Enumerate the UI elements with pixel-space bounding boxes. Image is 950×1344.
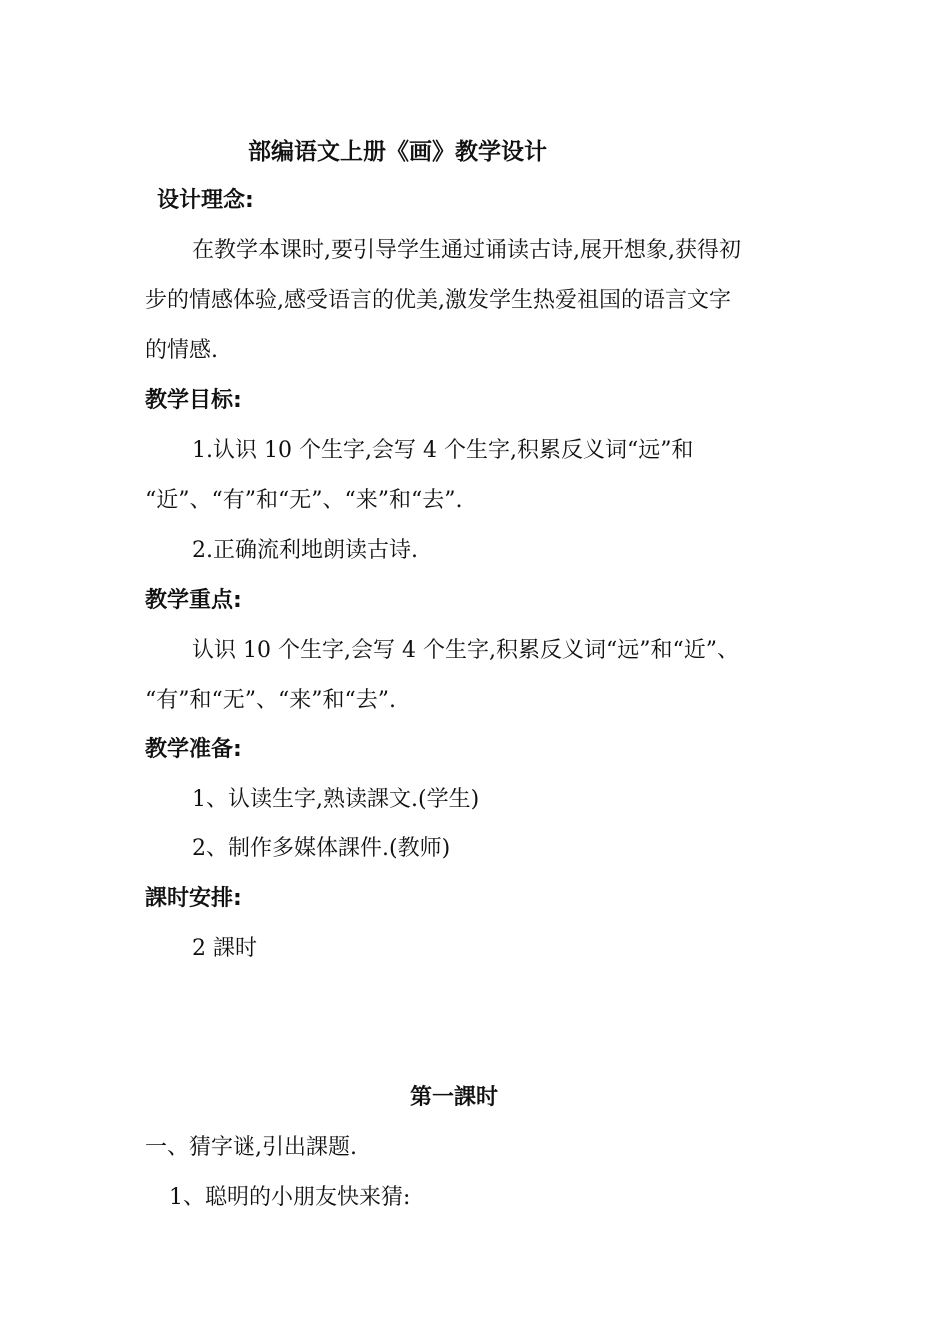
paragraph-line: 步的情感体验,感受语言的优美,激发学生热爱祖国的语言文字: [145, 288, 731, 313]
paragraph-line: 的情感.: [145, 338, 218, 363]
paragraph-line: 1、聪明的小朋友快来猜:: [169, 1185, 411, 1210]
section-heading-preparation: 教学准备:: [145, 737, 242, 762]
section-heading-key-points: 教学重点:: [145, 588, 242, 613]
section-heading-teaching-goals: 教学目标:: [145, 388, 242, 413]
paragraph-line: 1.认识 10 个生字,会写 4 个生字,积累反义词“远”和: [192, 438, 694, 463]
paragraph-line: 认识 10 个生字,会写 4 个生字,积累反义词“远”和“近”、: [192, 638, 739, 663]
paragraph-line: 2.正确流利地朗读古诗.: [192, 538, 418, 563]
paragraph-line: “有”和“无”、“来”和“去”.: [145, 688, 396, 713]
paragraph-line: 2、制作多媒体課件.(教师): [192, 836, 451, 861]
section-heading-schedule: 課时安排:: [145, 886, 242, 911]
paragraph-line: “近”、“有”和“无”、“来”和“去”.: [145, 488, 463, 513]
paragraph-line: 1、认读生字,熟读課文.(学生): [192, 787, 480, 812]
page-title: 部编语文上册《画》教学设计: [248, 139, 547, 165]
lesson-title: 第一課时: [410, 1085, 499, 1110]
paragraph-line: 在教学本课时,要引导学生通过诵读古诗,展开想象,获得初: [192, 238, 741, 263]
section-heading-design-concept: 设计理念:: [157, 188, 254, 213]
paragraph-line: 2 課时: [192, 936, 257, 961]
paragraph-line: 一、猜字谜,引出課题.: [145, 1135, 357, 1160]
